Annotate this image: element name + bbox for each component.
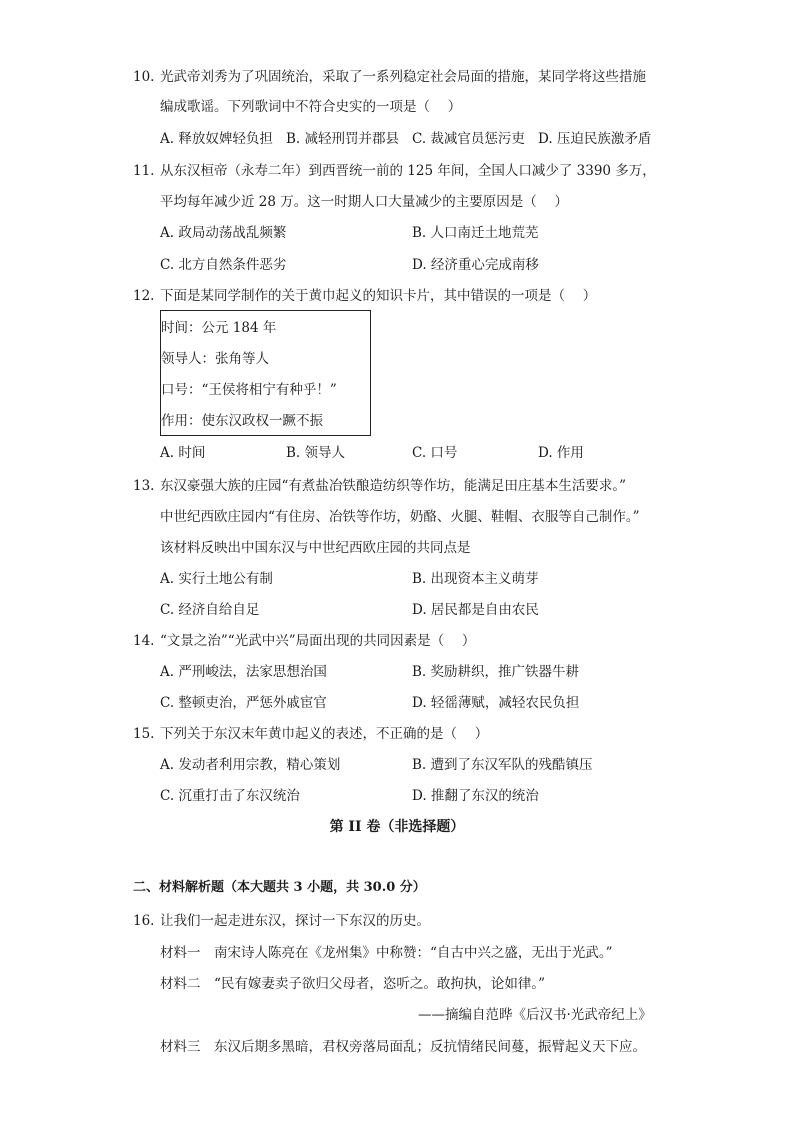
q12-stem-line1: 下面是某同学制作的关于黄巾起义的知识卡片，其中错误的一项是（ ） [160, 288, 597, 304]
q14-option-b: B. 奖励耕织，推广铁器牛耕 [412, 664, 580, 680]
q15-option-b: B. 遭到了东汉军队的残酷镇压 [412, 757, 593, 773]
section-ii-title: 第 II 卷（非选择题） [329, 819, 465, 835]
card-line-slogan: 口号：“王侯将相宁有种乎！” [161, 382, 337, 398]
q14-option-a: A. 严刑峻法，法家思想治国 [160, 664, 327, 680]
q10-option-a: A. 释放奴婢轻负担 [160, 131, 273, 147]
q10-option-d: D. 压迫民族激矛盾 [538, 131, 652, 147]
q14-option-d: D. 轻徭薄赋，减轻农民负担 [412, 695, 580, 711]
part-two-heading: 二、材料解析题（本大题共 3 小题，共 30.0 分） [133, 880, 426, 895]
q12-number: 12. [133, 288, 155, 304]
q12-option-d: D. 作用 [538, 445, 584, 461]
q10-option-c: C. 裁减官员惩污吏 [412, 131, 525, 147]
card-line-effect: 作用：使东汉政权一蹶不振 [161, 413, 323, 429]
q13-stem-line2: 中世纪西欧庄园内“有住房、冶铁等作坊，奶酪、火腿、鞋帽、衣服等自己制作。” [160, 509, 640, 525]
q16-material-1: 材料一 南宋诗人陈亮在《龙州集》中称赞：“自古中兴之盛，无出于光武。” [160, 945, 613, 961]
q13-number: 13. [133, 478, 155, 494]
card-line-time: 时间：公元 184 年 [161, 320, 277, 336]
q16-stem-line1: 让我们一起走进东汉，探讨一下东汉的历史。 [160, 913, 430, 929]
card-line-leader: 领导人：张角等人 [161, 351, 269, 367]
q12-option-c: C. 口号 [412, 445, 458, 461]
q13-stem-line1: 东汉豪强大族的庄园“有煮盐冶铁酿造纺织等作坊，能满足田庄基本生活要求。” [160, 478, 627, 494]
q13-stem-line3: 该材料反映出中国东汉与中世纪西欧庄园的共同点是 [160, 540, 471, 556]
q10-stem-line1: 光武帝刘秀为了巩固统治，采取了一系列稳定社会局面的措施，某同学将这些措施 [160, 69, 646, 85]
q15-stem-line1: 下列关于东汉末年黄巾起义的表述，不正确的是（ ） [160, 726, 489, 742]
q14-number: 14. [133, 633, 155, 649]
q12-option-a: A. 时间 [160, 445, 206, 461]
q10-number: 10. [133, 69, 155, 85]
q14-stem-line1: “文景之治”“光武中兴”局面出现的共同因素是（ ） [160, 633, 476, 649]
q16-material-3: 材料三 东汉后期多黑暗，君权旁落局面乱；反抗情绪民间蔓，振臂起义天下应。 [160, 1039, 646, 1055]
q14-option-c: C. 整顿吏治，严惩外戚宦官 [160, 695, 327, 711]
q16-number: 16. [133, 913, 155, 929]
q11-stem-line2: 平均每年减少近 28 万。这一时期人口大量减少的主要原因是（ ） [160, 194, 569, 210]
q15-option-c: C. 沉重打击了东汉统治 [160, 788, 300, 804]
knowledge-card [160, 310, 371, 436]
q13-option-d: D. 居民都是自由农民 [412, 602, 539, 618]
q11-number: 11. [133, 163, 155, 179]
q11-option-b: B. 人口南迁土地荒芜 [412, 225, 539, 241]
q11-stem-line1: 从东汉桓帝（永寿二年）到西晋统一前的 125 年间，全国人口减少了 3390 多万， [160, 163, 656, 179]
q10-option-b: B. 减轻刑罚并郡县 [286, 131, 400, 147]
q13-option-a: A. 实行土地公有制 [160, 571, 273, 587]
q11-option-d: D. 经济重心完成南移 [412, 257, 539, 273]
q16-material-2: 材料二 “民有嫁妻卖子欲归父母者，恣听之。敢拘执，论如律。” [160, 976, 546, 992]
q15-option-a: A. 发动者利用宗教，精心策划 [160, 757, 341, 773]
q11-option-a: A. 政局动荡战乱频繁 [160, 225, 287, 241]
q11-option-c: C. 北方自然条件恶劣 [160, 257, 287, 273]
q13-option-b: B. 出现资本主义萌芽 [412, 571, 539, 587]
q12-option-b: B. 领导人 [286, 445, 346, 461]
q10-stem-line2: 编成歌谣。下列歌词中不符合史实的一项是（ ） [160, 99, 462, 115]
q16-material-2-source: ——摘编自范晔《后汉书·光武帝纪上》 [418, 1007, 652, 1023]
q15-number: 15. [133, 726, 155, 742]
q13-option-c: C. 经济自给自足 [160, 602, 260, 618]
q15-option-d: D. 推翻了东汉的统治 [412, 788, 539, 804]
